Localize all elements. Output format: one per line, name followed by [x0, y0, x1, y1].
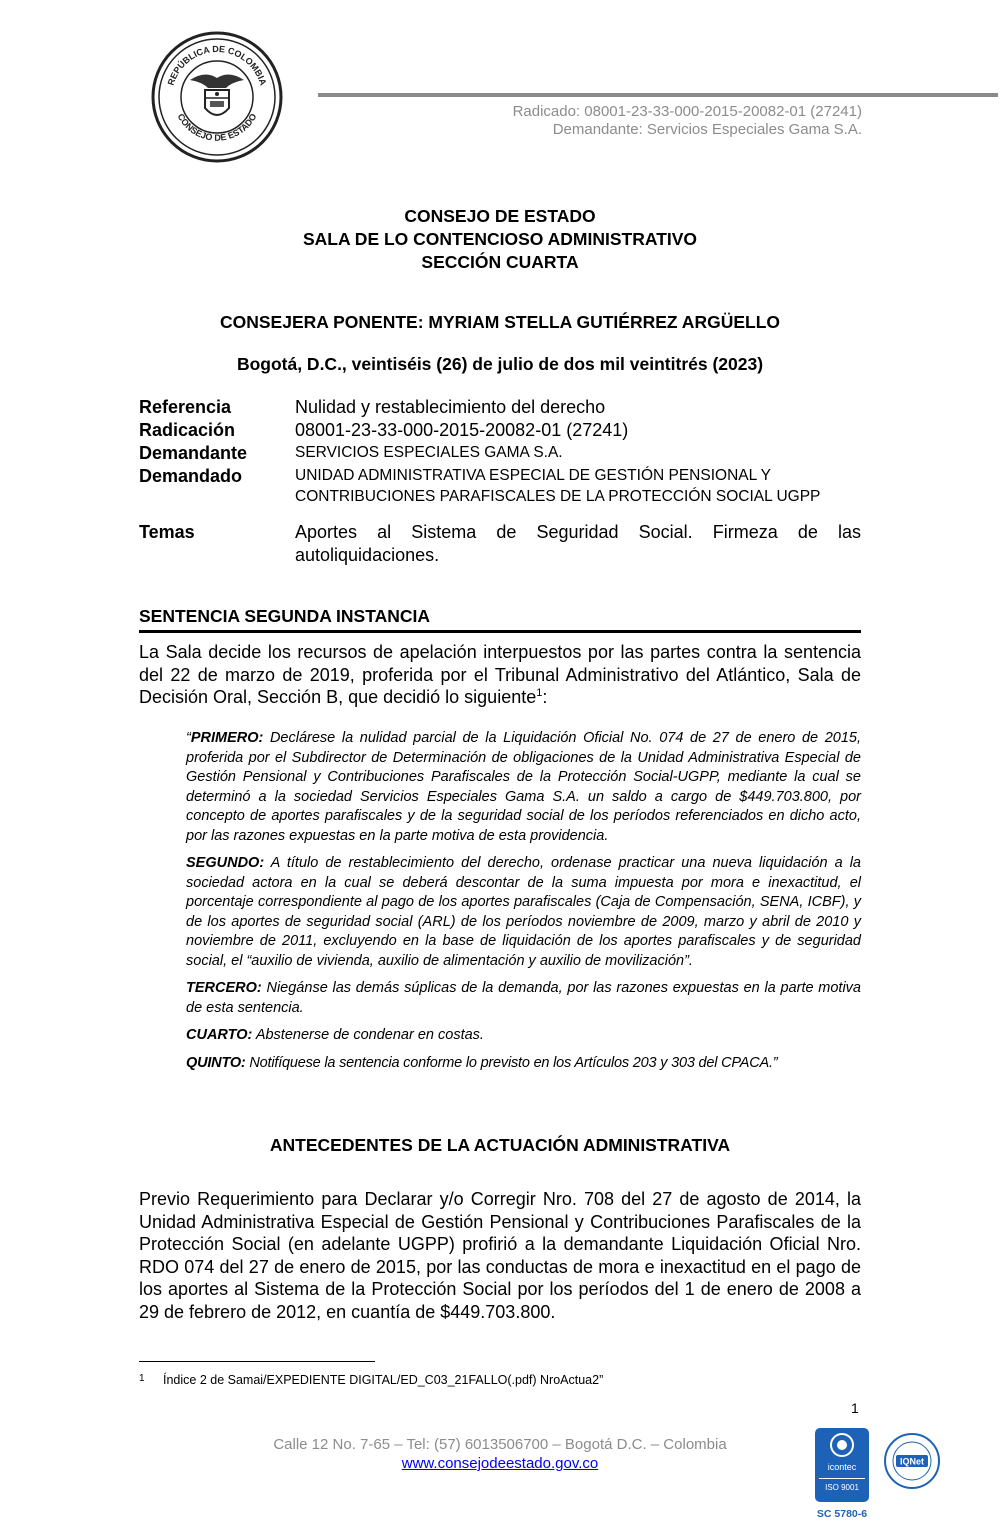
temas-value: Aportes al Sistema de Seguridad Social. Firmeza de las autoliquidaciones. [295, 522, 861, 565]
consejera-ponente: CONSEJERA PONENTE: MYRIAM STELLA GUTIÉRREZ ARGÜELLO [219, 312, 781, 332]
antecedentes-heading: ANTECEDENTES DE LA ACTUACIÓN ADMINISTRATIVA [269, 1135, 731, 1155]
footer-website-link[interactable]: www.consejodeestado.gov.co [401, 1455, 599, 1472]
demandante-value: SERVICIOS ESPECIALES GAMA S.A. [295, 444, 563, 461]
quinto-text: Notifíquese la sentencia conforme lo previsto en los Artículos 203 y 303 del CPACA.” [245, 1054, 778, 1071]
decision-date: Bogotá, D.C., veintiséis (26) de julio de dos mil veintitrés (2023) [236, 354, 764, 374]
reference-row-radicacion [139, 419, 861, 442]
antecedentes-paragraph: Previo Requerimiento para Declarar y/o Corregir Nro. 708 del 27 de agosto de 2014, la Unidad Administrativa Especial de Gestión Pensional y Contribuciones Parafiscales de la Protección Social (en adelante UGPP) profirió a la demandante Liquidación Oficial Nro. RDO 074 del 27 de enero de 2015, por las conductas de mora e inexactitud en el pago de los aportes al Sistema de la Protección Social por los períodos del 1 de enero de 2008 a 29 de febrero de 2012, en cuantía de $449.703.800. [139, 1189, 861, 1322]
cuarto-text: Abstenerse de condenar en costas. [252, 1027, 484, 1043]
header-rule [318, 93, 998, 97]
reference-row-temas [139, 521, 861, 567]
temas-label: Temas [139, 522, 195, 542]
quote-primero [186, 729, 861, 846]
header-radicado: Radicado: 08001-23-33-000-2015-20082-01 (27241) [512, 103, 862, 120]
quoted-decision [186, 729, 861, 1081]
tercero-text: Niegánse las demás súplicas de la demanda, por las razones expuestas en la parte motiva de esta sentencia. [186, 980, 861, 1016]
sentencia-heading: SENTENCIA SEGUNDA INSTANCIA [139, 606, 861, 633]
quote-cuarto [186, 1026, 861, 1046]
intro-paragraph [139, 641, 861, 709]
court-title [140, 205, 860, 274]
footnote-separator [139, 1361, 375, 1362]
icontec-certification-logo [815, 1428, 869, 1502]
quote-segundo [186, 854, 861, 971]
intro-text: La Sala decide los recursos de apelación interpuestos por las partes contra la sentencia del 22 de marzo de 2019, proferida por el Tribunal Administrativo del Atlántico, Sala de Decisión Oral, Sección B, que decidió lo siguiente [139, 642, 861, 707]
footnote-ref[interactable]: 1 [536, 687, 543, 699]
radicacion-label: Radicación [139, 420, 236, 440]
reference-table [139, 396, 861, 567]
header-meta [513, 103, 862, 139]
quinto-label: QUINTO: [186, 1054, 246, 1071]
referencia-label: Referencia [139, 397, 232, 417]
svg-text:CONSEJO DE ESTADO: CONSEJO DE ESTADO [175, 111, 259, 143]
demandante-label: Demandante [139, 443, 248, 463]
segundo-label: SEGUNDO: [186, 855, 265, 871]
svg-text:REPÚBLICA DE COLOMBIA: REPÚBLICA DE COLOMBIA [165, 43, 269, 87]
reference-row-referencia [139, 396, 861, 419]
page-number: 1 [851, 1400, 859, 1416]
demandado-label: Demandado [139, 466, 243, 486]
iso-label: ISO 9001 [819, 1478, 865, 1492]
header-demandante: Demandante: Servicios Especiales Gama S.A. [552, 121, 862, 138]
consejo-de-estado-seal [150, 30, 285, 165]
quote-tercero [186, 979, 861, 1018]
court-title-line1: CONSEJO DE ESTADO [404, 206, 596, 226]
footer-address: Calle 12 No. 7-65 – Tel: (57) 6013506700 – Bogotá D.C. – Colombia [273, 1436, 727, 1453]
reference-row-demandante [139, 442, 861, 465]
footnote-text: Índice 2 de Samai/EXPEDIENTE DIGITAL/ED_C03_21FALLO(.pdf) NroActua2” [163, 1373, 604, 1387]
court-title-line2: SALA DE LO CONTENCIOSO ADMINISTRATIVO [302, 229, 698, 249]
footnote [139, 1373, 603, 1387]
cuarto-label: CUARTO: [186, 1027, 253, 1043]
certificate-code: SC 5780-6 [816, 1508, 868, 1520]
iqnet-certification-logo [883, 1432, 941, 1490]
radicacion-value: 08001-23-33-000-2015-20082-01 (27241) [295, 420, 629, 440]
segundo-text: A título de restablecimiento del derecho, ordenase practicar una nueva liquidación a la sociedad actora en la cual se deberá descontar de la suma impuesta por mora e inexactitud, el porcentaje correspondiente al pago de los aportes parafiscales (Caja de Compensación, SENA, ICBF), y de los aportes de seguridad social (ARL) de los períodos noviembre de 2009, marzo y abril de 2010 y noviembre de 2011, excluyendo en la base de liquidación de los aportes parafiscales y de seguridad social, el “auxilio de vivienda, auxilio de alimentación y auxilio de movilización”. [186, 855, 861, 969]
iqnet-label: IQNet [899, 1456, 925, 1467]
court-title-line3: SECCIÓN CUARTA [421, 252, 579, 272]
icontec-emblem-icon [815, 1428, 869, 1460]
intro-colon: : [542, 687, 548, 707]
footnote-number: 1 [139, 1373, 145, 1384]
footer [240, 1435, 760, 1473]
quote-quinto [186, 1054, 861, 1074]
referencia-value: Nulidad y restablecimiento del derecho [295, 397, 606, 417]
demandado-value: UNIDAD ADMINISTRATIVA ESPECIAL DE GESTIÓN PENSIONAL Y CONTRIBUCIONES PARAFISCALES DE LA PROTECCIÓN SOCIAL UGPP [295, 467, 821, 505]
tercero-label: TERCERO: [186, 980, 262, 996]
primero-label: PRIMERO: [190, 730, 264, 746]
icontec-label: icontec [827, 1462, 857, 1472]
quote-open-mark: “ [186, 730, 191, 746]
reference-row-demandado [139, 465, 861, 507]
primero-text: Declárese la nulidad parcial de la Liquidación Oficial No. 074 de 27 de enero de 2015, proferida por el Subdirector de Determinación de obligaciones de la Unidad Administrativa Especial de Gestión Pensional y Contribuciones Parafiscales de la Protección Social-UGPP, mediante la cual se determinó a la sociedad Servicios Especiales Gama S.A. un saldo a cargo de $449.703.800, por concepto de aportes parafiscales y de la seguridad social de los períodos referenciados en dicho acto, por las razones expuestas en la parte motiva de esta providencia. [186, 730, 861, 844]
